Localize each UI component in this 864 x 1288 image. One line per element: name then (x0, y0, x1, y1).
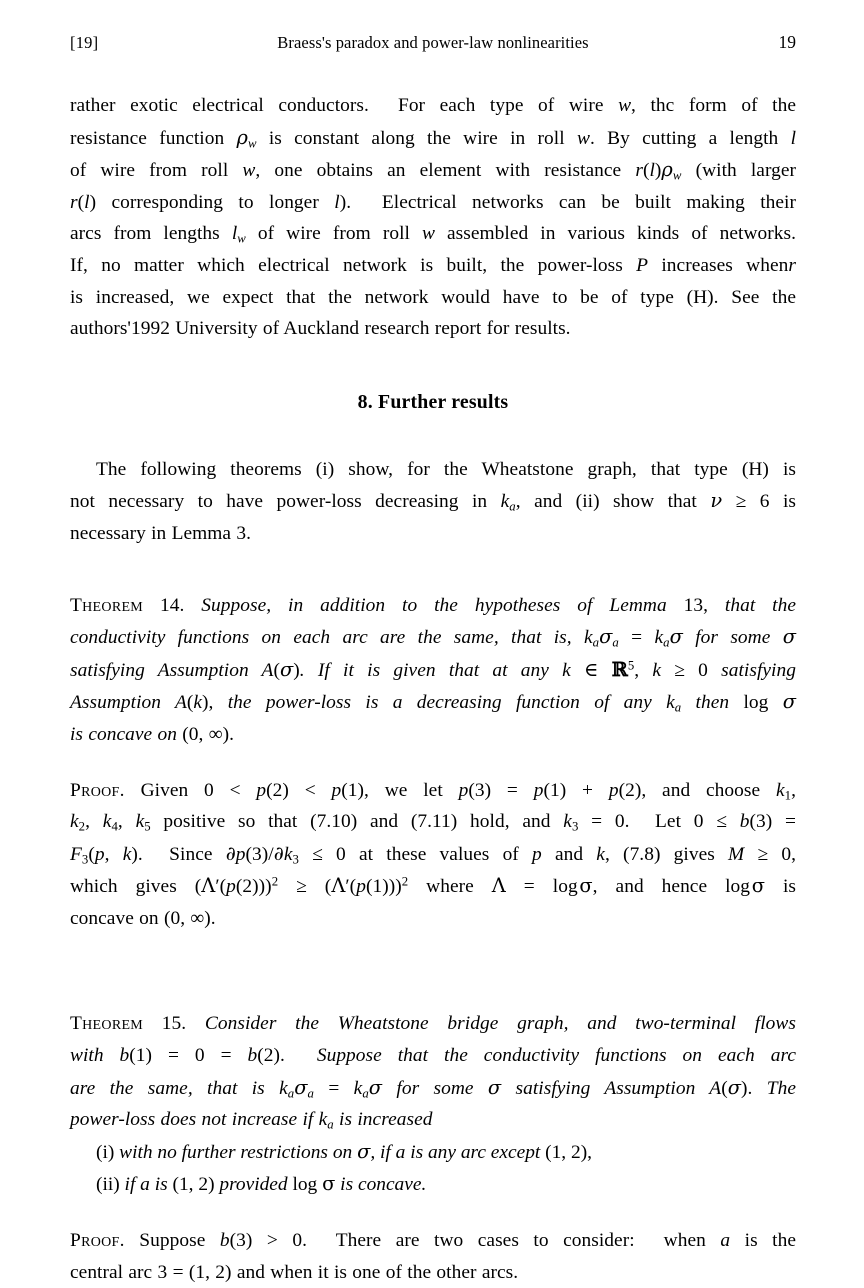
proof-theorem-15 (70, 1225, 796, 1288)
spacer (70, 414, 796, 454)
spacer (70, 1201, 796, 1225)
running-head-title: Braess's paradox and power-law nonlinearities (277, 33, 589, 52)
theorem-14 (70, 590, 796, 751)
text-line: $k_2$, $k_4$, $k_5$ positive so that (7.10) and (7.11) hold, and $k_3 = 0$. Let 0 ≤ b(3) = (70, 811, 796, 834)
text-line: rather exotic electrical conductors. For each type of wire w, thc form of the (70, 95, 796, 116)
text-line: Proof. Given 0 < p(2) < p(1), we let p(3) = p(1) + p(2), and choose $k_1$, (70, 779, 796, 803)
text-line: of wire from roll w, one obtains an element with resistance $r(l)\rho_w$ (with larger (70, 158, 797, 183)
proof-theorem-14 (70, 775, 796, 935)
text-line: If, no matter which electrical network is built, the power-loss P increases whenr (70, 254, 796, 276)
proof-label: Proof. (70, 779, 125, 801)
spacer (70, 550, 796, 590)
spacer (70, 934, 796, 1008)
spacer (70, 751, 796, 775)
spacer (70, 345, 796, 391)
bracketed-folio-left: [19] (70, 33, 99, 52)
text-line: Assumption A(k), the power-loss is a decreasing function of any $k_a$ then log σ (70, 690, 796, 715)
text-line: is increased, we expect that the network would have to be of type (H). See the (70, 286, 796, 308)
theorem-label: Theorem (70, 594, 144, 616)
text-line: authors'1992 University of Auckland research report for results. (70, 318, 571, 340)
theorem-15 (70, 1008, 796, 1135)
text-line: Proof. Suppose b(3) > 0. There are two cases to consider: when a is the (70, 1230, 797, 1252)
following-theorems-paragraph (70, 454, 796, 550)
running-head (70, 34, 796, 56)
intro-paragraph (70, 90, 796, 345)
text-line: are the same, that is $k_a\sigma_a = k_a\sigma$ for some σ satisfying Assumption A(σ). The (70, 1075, 796, 1101)
theorem-15-conditions (70, 1136, 796, 1201)
text-line: Theorem 15. Consider the Wheatstone bridge graph, and two-terminal flows (70, 1013, 796, 1035)
text-line: power-loss does not increase if $k_a$ is increased (70, 1109, 433, 1132)
text-line: arcs from lengths $l_w$ of wire from roll w assembled in various kinds of networks. (70, 223, 796, 246)
page-number: 19 (778, 32, 796, 52)
theorem-label: Theorem (70, 1013, 144, 1035)
page-content (70, 34, 796, 1288)
text-line: concave on (0, ∞). (70, 907, 216, 929)
text-line: not necessary to have power-loss decreasing in $k_a$, and (ii) show that ν ≥ 6 is (70, 489, 796, 514)
text-line: satisfying Assumption A(σ). If it is given that at any k ∈ ℝ$^5$, k ≥ 0 satisfying (70, 657, 796, 681)
text-line: is concave on (0, ∞). (70, 723, 235, 745)
proof-label: Proof. (70, 1230, 125, 1252)
list-item: (i) with no further restrictions on σ, if a is any arc except (1, 2), (96, 1139, 593, 1163)
section-heading: 8. Further results (357, 390, 509, 413)
text-line: $F_3(p$, k). Since $\partial p(3)/\partial k_3 \le 0$ at these values of p and k, (7.8) gives M ≥ 0, (70, 841, 796, 867)
text-line: central arc 3 = (1, 2) and when it is one of the other arcs. (70, 1261, 519, 1283)
text-line: necessary in Lemma 3. (70, 522, 252, 544)
text-line: with b(1) = 0 = b(2). Suppose that the conductivity functions on each arc (70, 1045, 796, 1067)
text-line: which gives $(\Lambda'(p(2)))^2 \ge (\Lambda'(p(1)))^2$ where Λ = log σ, and hence log σ is (70, 874, 797, 898)
text-line: conductivity functions on each arc are the same, that is, $k_a\sigma_a = k_a\sigma$ for some σ (70, 625, 796, 650)
text-line: r(l) corresponding to longer l). Electrical networks can be built making their (70, 191, 797, 213)
text-line: Theorem 14. Suppose, in addition to the hypotheses of Lemma 13, that the (70, 594, 796, 616)
text-line: resistance function $\rho_w$ is constant along the wire in roll w. By cutting a length l (70, 125, 796, 151)
list-item: (ii) if a is (1, 2) provided log σ is concave. (96, 1172, 427, 1196)
text-line: The following theorems (i) show, for the Wheatstone graph, that type (H) is (96, 458, 796, 480)
